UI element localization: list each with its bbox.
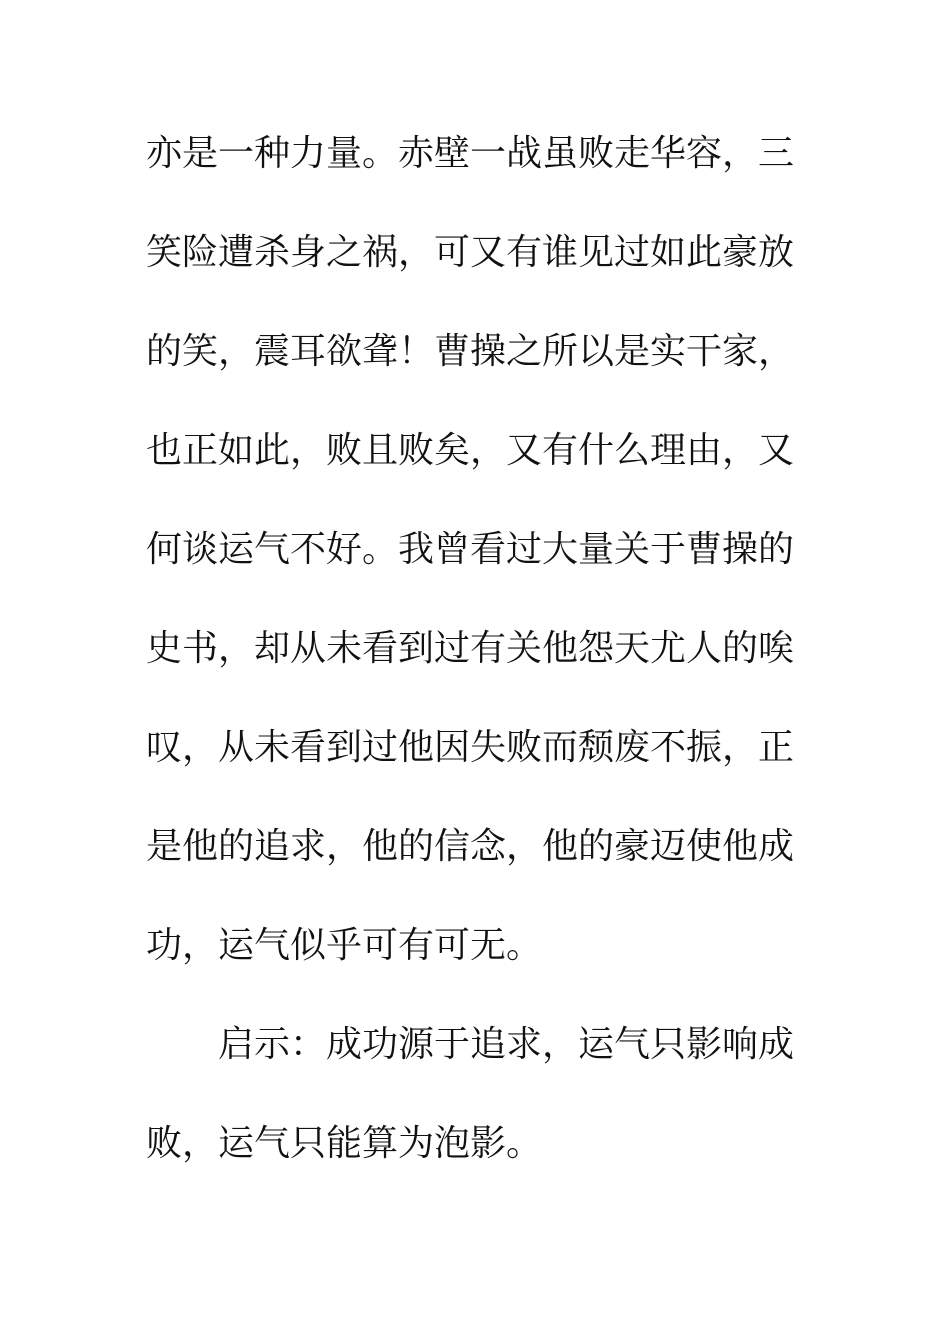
text-line: 亦是一种力量。赤壁一战虽败走华容，三 — [146, 133, 795, 174]
text-line: 也正如此，败且败矣，又有什么理由，又 — [146, 430, 795, 471]
text-line: 是他的追求，他的信念，他的豪迈使他成 — [146, 826, 795, 867]
text-line: 叹，从未看到过他因失败而颓废不振，正 — [146, 727, 795, 768]
text-line: 败，运气只能算为泡影。 — [146, 1123, 543, 1164]
text-line-indented: 启示：成功源于追求，运气只影响成 — [218, 1024, 795, 1065]
text-line: 功，运气似乎可有可无。 — [146, 925, 543, 966]
text-line: 笑险遭杀身之祸，可又有谁见过如此豪放 — [146, 232, 795, 273]
text-line: 的笑，震耳欲聋！曹操之所以是实干家， — [146, 331, 795, 372]
body-text — [146, 122, 808, 1211]
text-line: 何谈运气不好。我曾看过大量关于曹操的 — [146, 529, 795, 570]
text-line: 史书，却从未看到过有关他怨天尤人的唉 — [146, 628, 795, 669]
